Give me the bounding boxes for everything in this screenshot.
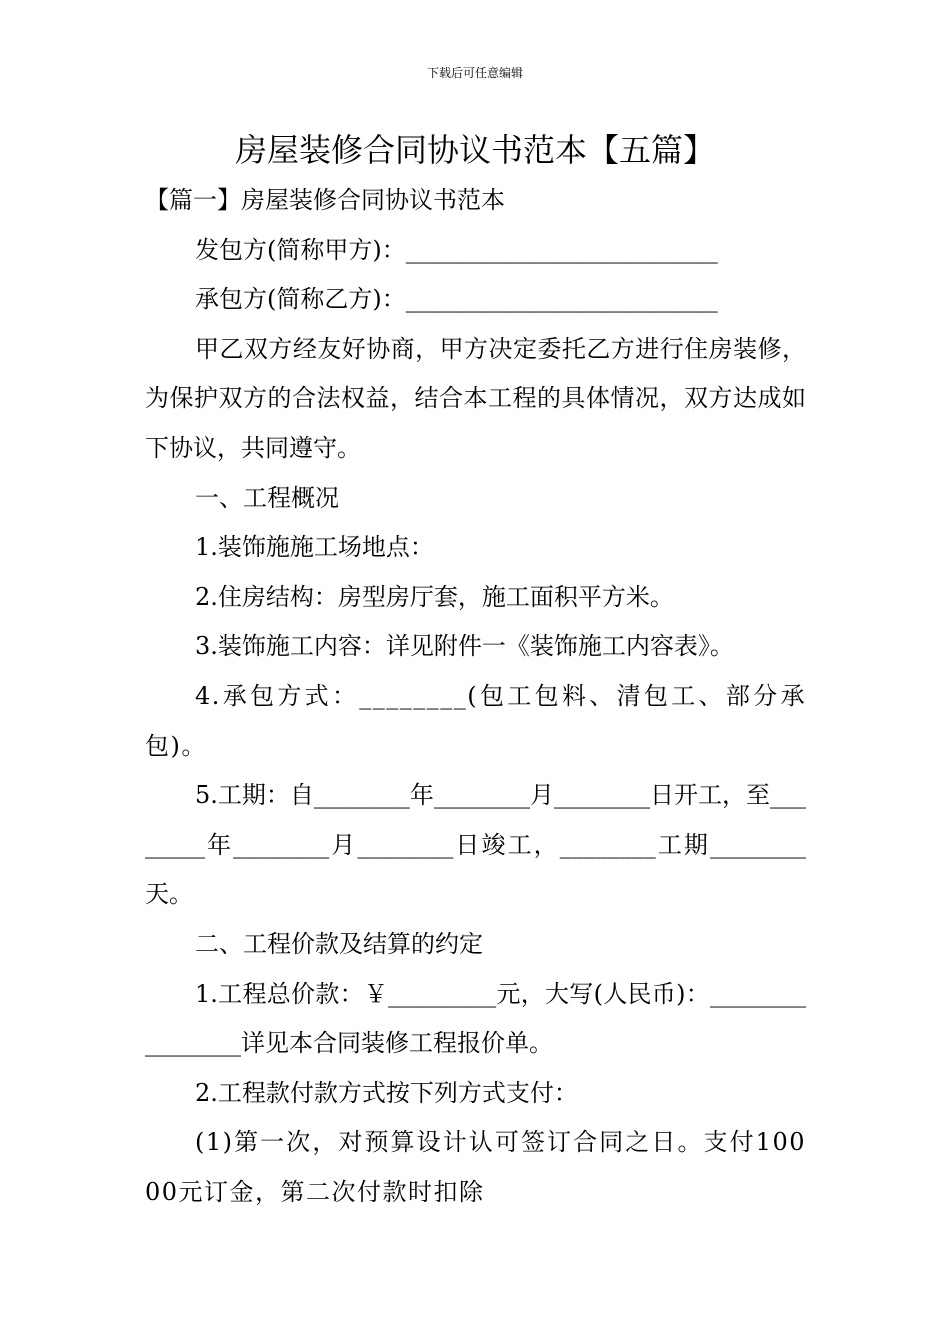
paragraph-site-location: 1.装饰施施工场地点：	[195, 533, 434, 562]
heading-price-settlement: 二、工程价款及结算的约定	[195, 929, 483, 958]
section-heading: 【篇一】房屋装修合同协议书范本	[145, 186, 505, 214]
paragraph-employer: 发包方(简称甲方)：__________________________	[195, 235, 718, 264]
paragraph-intro: 甲乙双方经友好协商，甲方决定委托乙方进行住房装修，为保护双方的合法权益，结合本工程的具体情况，双方达成如下协议，共同遵守。	[145, 334, 806, 462]
paragraph-content: 3.装饰施工内容：详见附件一《装饰施工内容表》。	[195, 632, 734, 661]
document-title: 房屋装修合同协议书范本【五篇】	[234, 131, 715, 169]
header-note: 下载后可任意编辑	[426, 66, 523, 80]
document-body	[145, 176, 806, 1217]
paragraph-contractor: 承包方(简称乙方)：__________________________	[195, 285, 718, 314]
paragraph-payment-method: 2.工程款付款方式按下列方式支付：	[195, 1078, 578, 1107]
paragraph-schedule: 5.工期：自________年________月________日开工，至________年________月________日竣工，________工期________天。	[145, 781, 806, 909]
paragraph-total-price: 1.工程总价款：￥_________元，大写(人民币)：________________详见本合同装修工程报价单。	[145, 979, 806, 1058]
heading-project-overview: 一、工程概况	[195, 483, 339, 512]
paragraph-structure: 2.住房结构：房型房厅套，施工面积平方米。	[195, 582, 674, 611]
paragraph-contract-mode: 4.承包方式：________(包工包料、清包工、部分承包)。	[145, 681, 806, 760]
paragraph-first-payment: (1)第一次，对预算设计认可签订合同之日。支付10000元订金，第二次付款时扣除	[145, 1128, 806, 1206]
